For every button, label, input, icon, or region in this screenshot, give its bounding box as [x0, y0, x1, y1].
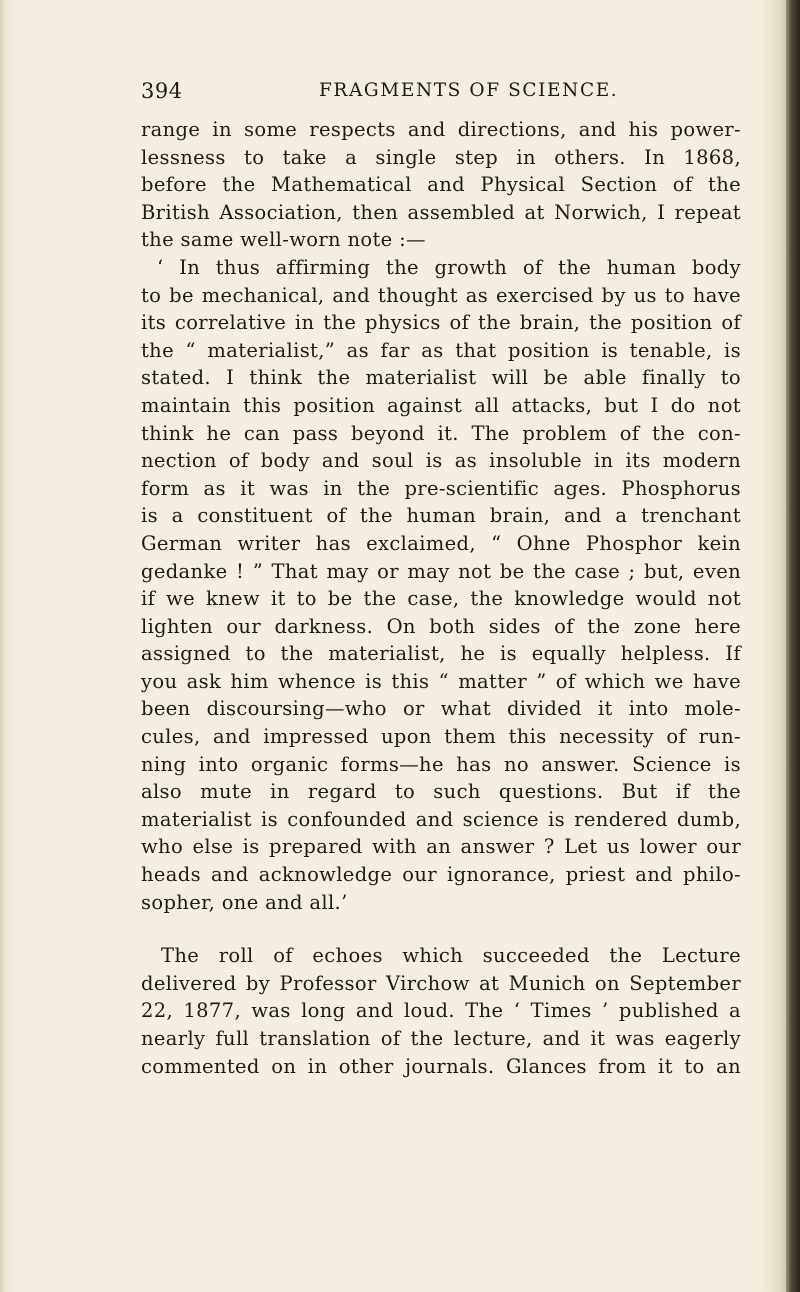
text-line: German writer has exclaimed, “ Ohne Phosphor kein [141, 531, 741, 555]
text-line: lessness to take a single step in others. In 1868, [141, 145, 741, 169]
text-line: British Association, then assembled at Norwich, I repeat [141, 200, 741, 224]
text-line: assigned to the materialist, he is equally helpless. If [141, 642, 741, 666]
running-head [141, 76, 741, 106]
text-line: to be mechanical, and thought as exercised by us to have [141, 283, 741, 307]
text-line: also mute in regard to such questions. But if the [141, 780, 741, 804]
page-gutter-shadow [0, 0, 6, 1292]
text-line: maintain this position against all attacks, but I do not [141, 393, 741, 417]
text-line: stated. I think the materialist will be able finally to [141, 366, 741, 390]
text-line: The roll of echoes which succeeded the Lecture [161, 944, 741, 968]
text-line: nearly full translation of the lecture, and it was eagerly [141, 1027, 741, 1050]
text-line: is a constituent of the human brain, and a trenchant [141, 504, 741, 528]
text-line: form as it was in the pre-scientific ages. Phosphorus [141, 476, 741, 500]
text-line: delivered by Professor Virchow at Munich on September [141, 971, 741, 995]
text-line: nection of body and soul is as insoluble in its modern [141, 449, 741, 473]
text-line: the same well-worn note :— [141, 228, 426, 252]
text-line: ‘ In thus affirming the growth of the human body [157, 255, 741, 279]
text-line: commented on in other journals. Glances from it to an [141, 1054, 741, 1078]
text-line: sopher, one and all.’ [141, 890, 348, 914]
text-line: if we knew it to be the case, the knowledge would not [141, 587, 741, 611]
text-line: its correlative in the physics of the brain, the position of [141, 311, 741, 335]
text-line: the “ materialist,” as far as that position is tenable, is [141, 338, 741, 362]
text-line: who else is prepared with an answer ? Let us lower our [141, 835, 741, 859]
text-line: cules, and impressed upon them this necessity of run- [141, 725, 741, 749]
text-line: lighten our darkness. On both sides of the zone here [141, 614, 741, 638]
paragraph-gap [141, 916, 741, 942]
text-line: gedanke ! ” That may or may not be the case ; but, even [141, 559, 741, 583]
text-line: ning into organic forms—he has no answer. Science is [141, 752, 741, 776]
text-line: been discoursing—who or what divided it into mole- [141, 697, 741, 721]
text-line: you ask him whence is this “ matter ” of which we have [141, 669, 741, 693]
text-line: range in some respects and directions, and his power- [141, 118, 741, 141]
text-line: heads and acknowledge our ignorance, priest and philo- [141, 863, 741, 887]
text-line: 22, 1877, was long and loud. The ‘ Times ’ published a [141, 999, 741, 1023]
text-line: materialist is confounded and science is rendered dumb, [141, 807, 741, 831]
body-text [141, 116, 741, 1080]
text-line: before the Mathematical and Physical Section of the [141, 173, 741, 197]
page-number: 394 [141, 79, 183, 103]
text-line: think he can pass beyond it. The problem of the con- [141, 421, 741, 445]
running-title: FRAGMENTS OF SCIENCE. [319, 80, 619, 101]
page-edge-shadow [786, 0, 800, 1292]
